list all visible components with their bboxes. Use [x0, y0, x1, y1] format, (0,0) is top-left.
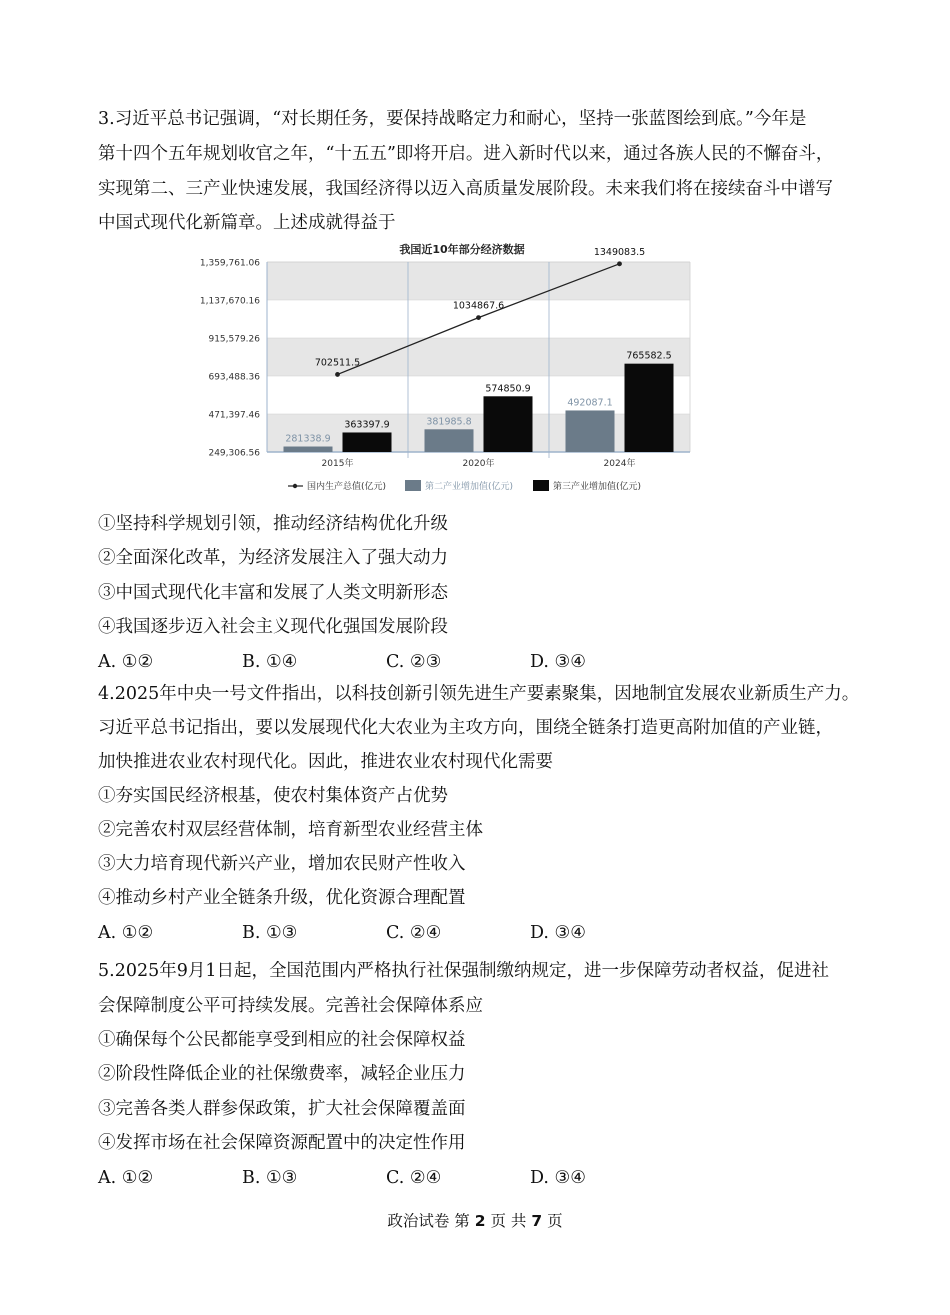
y-tick-label: 471,397.46 [208, 410, 260, 421]
choice-b[interactable]: B. ①④ [242, 652, 298, 672]
q3-stem-line: 实现第二、三产业快速发展，我国经济得以迈入高质量发展阶段。未来我们将在接续奋斗中谱写 [98, 179, 833, 199]
gdp-data-label: 1034867.6 [452, 300, 505, 312]
q4-stem-line: 加快推进农业农村现代化。因此，推进农业农村现代化需要 [98, 752, 553, 772]
q4-statement-2: ②完善农村双层经营体制，培育新型农业经营主体 [98, 820, 483, 840]
legend-swatch-tertiary [533, 480, 549, 491]
choice-a[interactable]: A. ①② [98, 1168, 154, 1188]
choice-c[interactable]: C. ②④ [386, 1168, 442, 1188]
bar-tertiary [343, 432, 392, 452]
legend-swatch-secondary [405, 480, 421, 491]
bar-secondary [425, 429, 474, 452]
choice-a[interactable]: A. ①② [98, 652, 154, 672]
q5-statement-2: ②阶段性降低企业的社保缴费率，减轻企业压力 [98, 1064, 466, 1084]
legend-label-tertiary: 第三产业增加值(亿元) [553, 482, 642, 492]
economic-data-chart [195, 236, 715, 498]
x-tick-label: 2024年 [603, 459, 636, 469]
chart-title: 我国近10年部分经济数据 [399, 243, 525, 256]
footer-suffix: 页 [547, 1212, 563, 1230]
q3-statement-4: ④我国逐步迈入社会主义现代化强国发展阶段 [98, 617, 448, 637]
choice-b[interactable]: B. ①③ [242, 1168, 298, 1188]
legend-label-secondary: 第二产业增加值(亿元) [425, 482, 514, 492]
legend-label-gdp: 国内生产总值(亿元) [307, 482, 387, 492]
q5-stem-line: 5.2025年9月1日起，全国范围内严格执行社保强制缴纳规定，进一步保障劳动者权益，促进社 [98, 961, 829, 981]
y-tick-label: 915,579.26 [208, 334, 260, 345]
gdp-point [476, 315, 481, 320]
footer-middle: 页 共 [490, 1212, 527, 1230]
q4-stem-line: 4.2025年中央一号文件指出，以科技创新引领先进生产要素聚集，因地制宜发展农业新质生产力。 [98, 684, 860, 704]
plot-area [200, 247, 690, 469]
chart-band [267, 262, 690, 300]
bar-data-label: 381985.8 [426, 416, 472, 428]
x-tick-label: 2020年 [462, 459, 495, 469]
q5-statement-3: ③完善各类人群参保政策，扩大社会保障覆盖面 [98, 1099, 466, 1119]
choice-c[interactable]: C. ②③ [386, 652, 442, 672]
bar-tertiary [484, 396, 533, 452]
q4-choices [98, 921, 674, 945]
choice-d[interactable]: D. ③④ [530, 1168, 586, 1188]
gdp-data-label: 1349083.5 [593, 246, 646, 258]
page-footer [0, 1210, 950, 1232]
q3-statement-1: ①坚持科学规划引领，推动经济结构优化升级 [98, 514, 448, 534]
q4-statement-3: ③大力培育现代新兴产业，增加农民财产性收入 [98, 854, 466, 874]
bar-tertiary [625, 364, 674, 452]
bar-secondary [566, 410, 615, 452]
choice-d[interactable]: D. ③④ [530, 652, 586, 672]
bar-data-label: 765582.5 [626, 350, 672, 362]
gdp-point [617, 261, 622, 266]
choice-d[interactable]: D. ③④ [530, 923, 586, 943]
q4-stem-line: 习近平总书记指出，要以发展现代化大农业为主攻方向，围绕全链条打造更高附加值的产业链， [98, 718, 833, 738]
footer-page-number: 2 [474, 1212, 486, 1230]
choice-a[interactable]: A. ①② [98, 923, 154, 943]
q4-statement-1: ①夯实国民经济根基，使农村集体资产占优势 [98, 786, 448, 806]
q3-stem-line: 中国式现代化新篇章。上述成就得益于 [98, 213, 396, 233]
choice-b[interactable]: B. ①③ [242, 923, 298, 943]
q5-statement-4: ④发挥市场在社会保障资源配置中的决定性作用 [98, 1133, 466, 1153]
q4-statement-4: ④推动乡村产业全链条升级，优化资源合理配置 [98, 888, 466, 908]
footer-total-pages: 7 [531, 1212, 543, 1230]
x-tick-label: 2015年 [321, 459, 354, 469]
bar-data-label: 574850.9 [485, 383, 531, 395]
q3-stem-line: 3.习近平总书记强调，“对长期任务，要保持战略定力和耐心，坚持一张蓝图绘到底。”今年是 [98, 109, 807, 129]
chart-legend [288, 480, 641, 492]
q5-statement-1: ①确保每个公民都能享受到相应的社会保障权益 [98, 1030, 466, 1050]
y-tick-label: 693,488.36 [208, 372, 260, 383]
bar-data-label: 281338.9 [285, 433, 331, 445]
q3-stem-line: 第十四个五年规划收官之年，“十五五”即将开启。进入新时代以来，通过各族人民的不懈奋斗， [98, 144, 834, 164]
q5-stem-line: 会保障制度公平可持续发展。完善社会保障体系应 [98, 996, 483, 1016]
footer-prefix: 政治试卷 第 [387, 1212, 470, 1230]
legend-line-dot [293, 484, 297, 488]
bar-secondary [284, 447, 333, 452]
y-tick-label: 1,137,670.16 [199, 296, 260, 307]
bar-data-label: 363397.9 [344, 419, 390, 431]
q3-statement-2: ②全面深化改革，为经济发展注入了强大动力 [98, 548, 448, 568]
bar-data-label: 492087.1 [567, 397, 613, 409]
y-tick-label: 1,359,761.06 [199, 258, 260, 269]
q5-choices [98, 1166, 674, 1190]
gdp-point [335, 372, 340, 377]
q3-statement-3: ③中国式现代化丰富和发展了人类文明新形态 [98, 583, 448, 603]
q3-choices [98, 650, 674, 674]
gdp-data-label: 702511.5 [314, 357, 361, 369]
y-tick-label: 249,306.56 [208, 448, 260, 459]
choice-c[interactable]: C. ②④ [386, 923, 442, 943]
